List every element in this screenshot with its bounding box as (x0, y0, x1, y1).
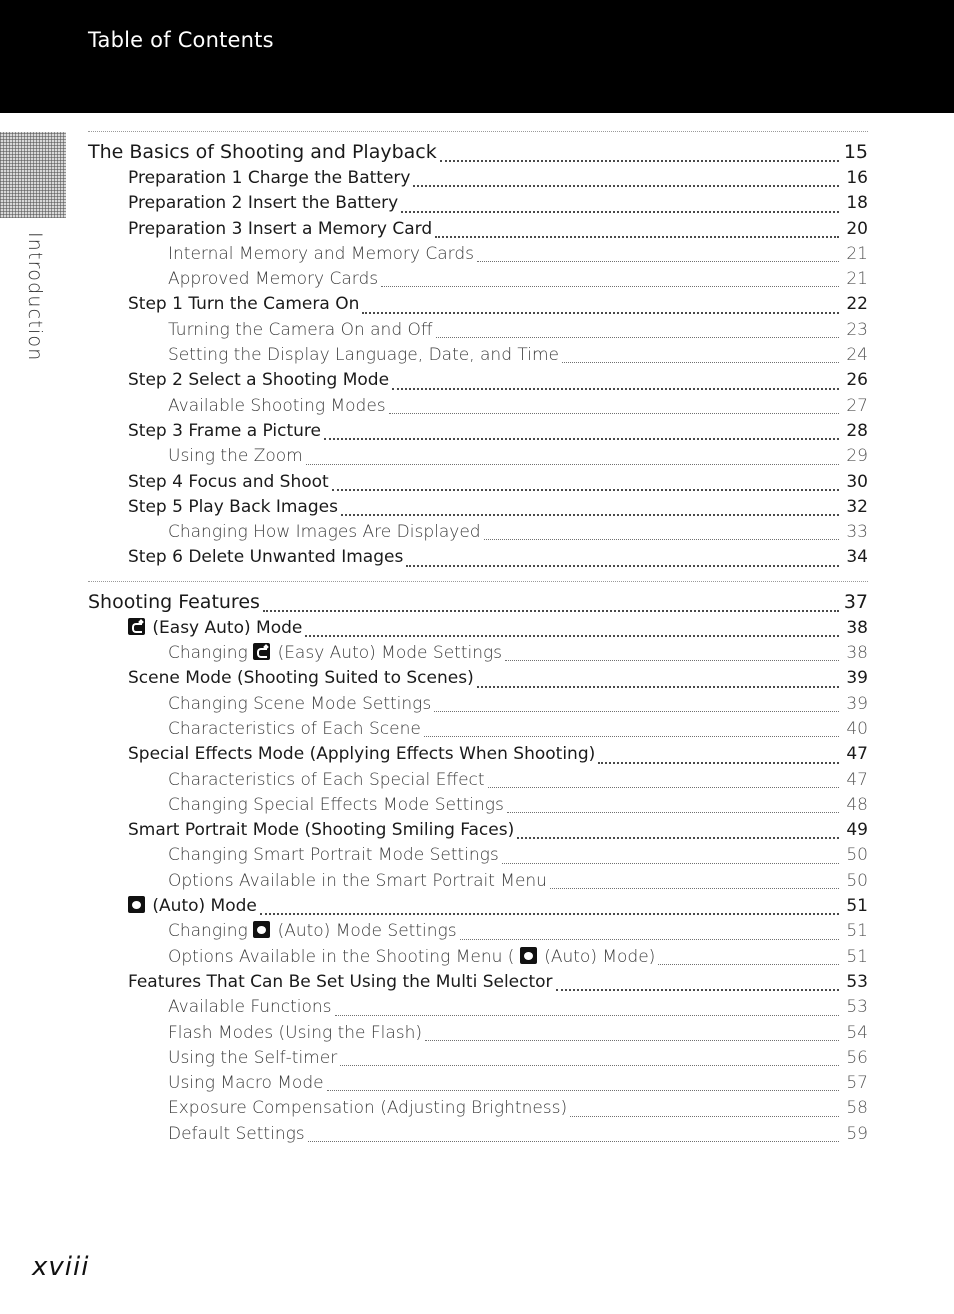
toc-entry-title-text: Preparation 1 Charge the Battery (128, 168, 411, 188)
dot-leader (305, 635, 839, 637)
toc-entry-page: 50 (846, 845, 868, 866)
toc-entry-title-text: Available Shooting Modes (168, 395, 386, 416)
toc-entry-title-text: Step 1 Turn the Camera On (128, 294, 360, 315)
toc-entry[interactable] (88, 1124, 868, 1149)
toc-entry[interactable] (88, 472, 868, 497)
toc-entry-title (128, 896, 257, 916)
toc-entry-title-text: Changing Smart Portrait Mode Settings (168, 845, 499, 866)
toc-entry[interactable] (88, 396, 868, 421)
section-divider (88, 131, 868, 132)
toc-section-heading[interactable] (88, 141, 868, 168)
toc-entry-title (128, 618, 302, 638)
toc-entry-page: 39 (846, 693, 868, 714)
toc-entry[interactable] (88, 421, 868, 446)
dot-leader (263, 610, 839, 612)
toc-entry-title (128, 219, 432, 239)
toc-entry[interactable] (88, 345, 868, 370)
chapter-tab-marker (0, 132, 66, 218)
dot-leader (562, 362, 839, 363)
toc-entry-page: 49 (846, 820, 868, 841)
toc-entry-title (128, 193, 398, 213)
toc-entry-title-text: The Basics of Shooting and Playback (88, 141, 437, 163)
toc-entry-title-text: Using the Self-timer (168, 1047, 338, 1068)
dot-leader (335, 1015, 839, 1016)
toc-entry-title (128, 668, 474, 688)
dot-leader (484, 539, 839, 540)
toc-entry-title-prefix: Changing (168, 643, 248, 664)
toc-entry-title (168, 1124, 305, 1144)
toc-entry[interactable] (88, 643, 868, 668)
toc-entry-page: 24 (846, 345, 868, 366)
toc-entry-page: 40 (846, 718, 868, 739)
toc-entry-title-text: Features That Can Be Set Using the Multi Selector (128, 971, 553, 992)
toc-entry-page: 38 (846, 617, 868, 638)
dot-leader (502, 863, 839, 864)
toc-entry-title (128, 168, 410, 188)
toc-entry-title-text: Shooting Features (88, 590, 260, 613)
toc-entry-page: 18 (846, 193, 868, 214)
toc-entry-page: 21 (846, 243, 868, 264)
toc-entry-title (128, 294, 359, 314)
easy-auto-icon (253, 643, 270, 660)
dot-leader (401, 211, 839, 213)
toc-entry[interactable] (88, 694, 868, 719)
page-number: xviii (32, 1252, 90, 1282)
toc-entry-title-text: Using Macro Mode (168, 1073, 324, 1094)
toc-entry-page: 37 (843, 590, 868, 613)
toc-entry-title (88, 591, 260, 613)
dot-leader (260, 913, 839, 915)
toc-entry-title (128, 421, 321, 441)
toc-entry-title-text: (Auto) Mode (152, 896, 257, 917)
auto-mode-icon (253, 921, 270, 938)
toc-entry[interactable] (88, 522, 868, 547)
toc-entry[interactable] (88, 795, 868, 820)
dot-leader (324, 438, 839, 440)
toc-entry[interactable] (88, 269, 868, 294)
dot-leader (550, 888, 839, 889)
toc-entry-title-text: (Auto) Mode) (544, 946, 656, 967)
toc-entry[interactable] (88, 896, 868, 921)
dot-leader (425, 1040, 839, 1041)
dot-leader (477, 261, 839, 262)
toc-entry-title (88, 141, 437, 163)
toc-entry-title-text: Changing Scene Mode Settings (168, 693, 432, 714)
toc-entry-page: 26 (846, 370, 868, 391)
toc-entry[interactable] (88, 294, 868, 319)
toc-entry-page: 23 (846, 319, 868, 340)
dot-leader (389, 413, 839, 414)
toc-entry-title-prefix: Changing (168, 921, 248, 942)
section-divider (88, 581, 868, 582)
toc-entry-page: 51 (846, 921, 868, 942)
dot-leader (505, 660, 839, 661)
toc-entry-title-text: Smart Portrait Mode (Shooting Smiling Faces) (128, 820, 515, 841)
toc-entry-page: 53 (846, 997, 868, 1018)
dot-leader (477, 686, 839, 688)
toc-entry[interactable] (88, 972, 868, 997)
toc-entry-title (168, 1073, 324, 1093)
toc-entry-title-text: Special Effects Mode (Applying Effects When Shooting) (128, 744, 596, 765)
toc-entry-title (168, 396, 386, 416)
toc-entry-page: 57 (846, 1073, 868, 1094)
toc-entry-title (168, 1098, 567, 1118)
toc-entry-title-text: Changing Special Effects Mode Settings (168, 794, 504, 815)
toc-entry-title-text: Scene Mode (Shooting Suited to Scenes) (128, 668, 474, 689)
auto-mode-icon (128, 896, 145, 913)
dot-leader (341, 514, 839, 516)
toc-entry-title (168, 770, 485, 790)
dot-leader (413, 185, 839, 187)
toc-entry-page: 39 (846, 668, 868, 689)
toc-entry-title (168, 345, 559, 365)
toc-entry-page: 20 (846, 218, 868, 239)
toc-entry-page: 47 (846, 769, 868, 790)
dot-leader (308, 1141, 839, 1142)
toc-entry-title-text: (Auto) Mode Settings (277, 921, 457, 942)
auto-mode-icon (520, 947, 537, 964)
toc-entry-page: 34 (846, 547, 868, 568)
toc-entry-page: 54 (846, 1022, 868, 1043)
toc-entry-title-text: Setting the Display Language, Date, and Time (168, 345, 560, 366)
toc-entry-page: 32 (846, 496, 868, 517)
toc-entry[interactable] (88, 497, 868, 522)
toc-entry[interactable] (88, 744, 868, 769)
toc-entry-page: 48 (846, 794, 868, 815)
dot-leader (517, 837, 839, 839)
dot-leader (435, 236, 839, 238)
toc-entry-title-text: Step 2 Select a Shooting Mode (128, 370, 390, 391)
toc-entry[interactable] (88, 193, 868, 218)
toc-entry[interactable] (88, 1098, 868, 1123)
toc-entry-title (168, 1048, 337, 1068)
toc-entry-title (168, 921, 457, 941)
toc-entry-page: 28 (846, 420, 868, 441)
toc-entry[interactable] (88, 668, 868, 693)
toc-entry[interactable] (88, 997, 868, 1022)
toc-entry-page: 16 (846, 168, 868, 188)
dot-leader (327, 1090, 839, 1091)
toc-entry[interactable] (88, 219, 868, 244)
toc-entry-page: 51 (846, 896, 868, 917)
toc-entry-title-text: Default Settings (168, 1123, 305, 1144)
toc-entry-page: 30 (846, 471, 868, 492)
toc-entry-title (168, 643, 502, 663)
toc-entry-title-text: (Easy Auto) Mode Settings (277, 643, 503, 664)
toc-entry-page: 21 (846, 269, 868, 290)
toc-entry[interactable] (88, 370, 868, 395)
toc-entry-title (168, 446, 303, 466)
toc-entry[interactable] (88, 719, 868, 744)
dot-leader (598, 762, 839, 764)
dot-leader (488, 787, 839, 788)
toc-entry-title-text: Step 6 Delete Unwanted Images (128, 547, 404, 568)
dot-leader (381, 286, 839, 287)
toc-entry-title (168, 269, 378, 289)
toc-entry-title-text: Turning the Camera On and Off (168, 319, 433, 340)
dot-leader (306, 464, 839, 465)
toc-entry-title (128, 744, 595, 764)
dot-leader (424, 736, 839, 737)
toc-entry-page: 53 (846, 971, 868, 992)
toc-entry[interactable] (88, 168, 868, 193)
toc-entry[interactable] (88, 921, 868, 946)
dot-leader (434, 711, 839, 712)
toc-entry-title-text: Characteristics of Each Scene (168, 718, 421, 739)
dot-leader (507, 812, 839, 813)
toc-entry-title (168, 719, 421, 739)
toc-entry-page: 51 (846, 946, 868, 967)
toc-entry-title (128, 820, 514, 840)
toc-entry-title (168, 1023, 422, 1043)
toc-entry-title (168, 845, 499, 865)
toc-entry[interactable] (88, 947, 868, 972)
toc-entry[interactable] (88, 871, 868, 896)
dot-leader (392, 388, 839, 390)
toc-entry-title-text: Approved Memory Cards (168, 269, 379, 290)
dot-leader (332, 489, 839, 491)
dot-leader (460, 939, 839, 940)
easy-auto-icon (128, 618, 145, 635)
dot-leader (436, 337, 839, 338)
toc-entry-title-prefix: Options Available in the Shooting Menu ( (168, 946, 515, 967)
toc-entry-title (128, 972, 553, 992)
dot-leader (406, 565, 839, 567)
toc-entry-title (168, 694, 431, 714)
toc-entry-title-text: Characteristics of Each Special Effect (168, 769, 485, 790)
toc-entry-title (168, 320, 433, 340)
toc-entry-page: 27 (846, 395, 868, 416)
toc-entry-title-text: Preparation 2 Insert the Battery (128, 193, 399, 214)
toc-entry[interactable] (88, 618, 868, 643)
toc-entry-title-text: Flash Modes (Using the Flash) (168, 1022, 423, 1043)
toc-entry-page: 38 (846, 643, 868, 664)
dot-leader (362, 312, 839, 314)
toc-entry-title (168, 947, 655, 967)
toc-entry-title-text: Exposure Compensation (Adjusting Brightness) (168, 1098, 568, 1119)
toc-entry-page: 29 (846, 446, 868, 467)
toc-entry-title (128, 497, 338, 517)
toc-entry-title-text: Available Functions (168, 997, 332, 1018)
toc-entry-title-text: Preparation 3 Insert a Memory Card (128, 218, 433, 239)
toc-entry[interactable] (88, 446, 868, 471)
toc-entry-page: 58 (846, 1098, 868, 1119)
toc-entry-title-text: Step 3 Frame a Picture (128, 420, 321, 441)
toc-entry-page: 22 (846, 294, 868, 315)
toc-entry-title-text: Changing How Images Are Displayed (168, 522, 481, 543)
toc-entry[interactable] (88, 1048, 868, 1073)
toc-entry-title-text: Using the Zoom (168, 446, 303, 467)
toc-entry-page: 59 (846, 1123, 868, 1144)
toc-entry-page: 33 (846, 522, 868, 543)
dot-leader (570, 1116, 839, 1117)
toc-entry-title (128, 370, 389, 390)
toc-entry[interactable] (88, 820, 868, 845)
toc-entry-title (128, 472, 329, 492)
toc-entry[interactable] (88, 320, 868, 345)
toc-entry-title-text: Step 4 Focus and Shoot (128, 471, 329, 492)
toc-entry[interactable] (88, 770, 868, 795)
toc-entry-title-text: Step 5 Play Back Images (128, 496, 338, 517)
toc-entry-title (168, 871, 547, 891)
toc-section-heading[interactable] (88, 591, 868, 618)
toc-entry[interactable] (88, 244, 868, 269)
toc-entry-page: 15 (843, 141, 868, 163)
toc-entry-title-text: (Easy Auto) Mode (152, 617, 303, 638)
page-title: Table of Contents (88, 28, 274, 52)
toc-entry-title (168, 522, 481, 542)
chapter-tab-label: Introduction (24, 232, 46, 362)
toc-entry-title-text: Internal Memory and Memory Cards (168, 243, 475, 264)
toc-entry-page: 50 (846, 870, 868, 891)
dot-leader (440, 160, 839, 162)
table-of-contents (88, 131, 868, 1149)
toc-entry[interactable] (88, 547, 868, 572)
toc-entry-title (168, 244, 474, 264)
toc-entry-title (128, 547, 403, 567)
dot-leader (556, 989, 839, 991)
toc-entry-page: 47 (846, 744, 868, 765)
toc-entry[interactable] (88, 1073, 868, 1098)
toc-entry-title (168, 795, 504, 815)
toc-entry[interactable] (88, 1023, 868, 1048)
toc-entry-page: 56 (846, 1047, 868, 1068)
toc-entry[interactable] (88, 845, 868, 870)
toc-entry-title (168, 997, 332, 1017)
header-bar (0, 0, 954, 113)
dot-leader (340, 1065, 839, 1066)
dot-leader (658, 964, 839, 965)
toc-entry-title-text: Options Available in the Smart Portrait Menu (168, 870, 547, 891)
